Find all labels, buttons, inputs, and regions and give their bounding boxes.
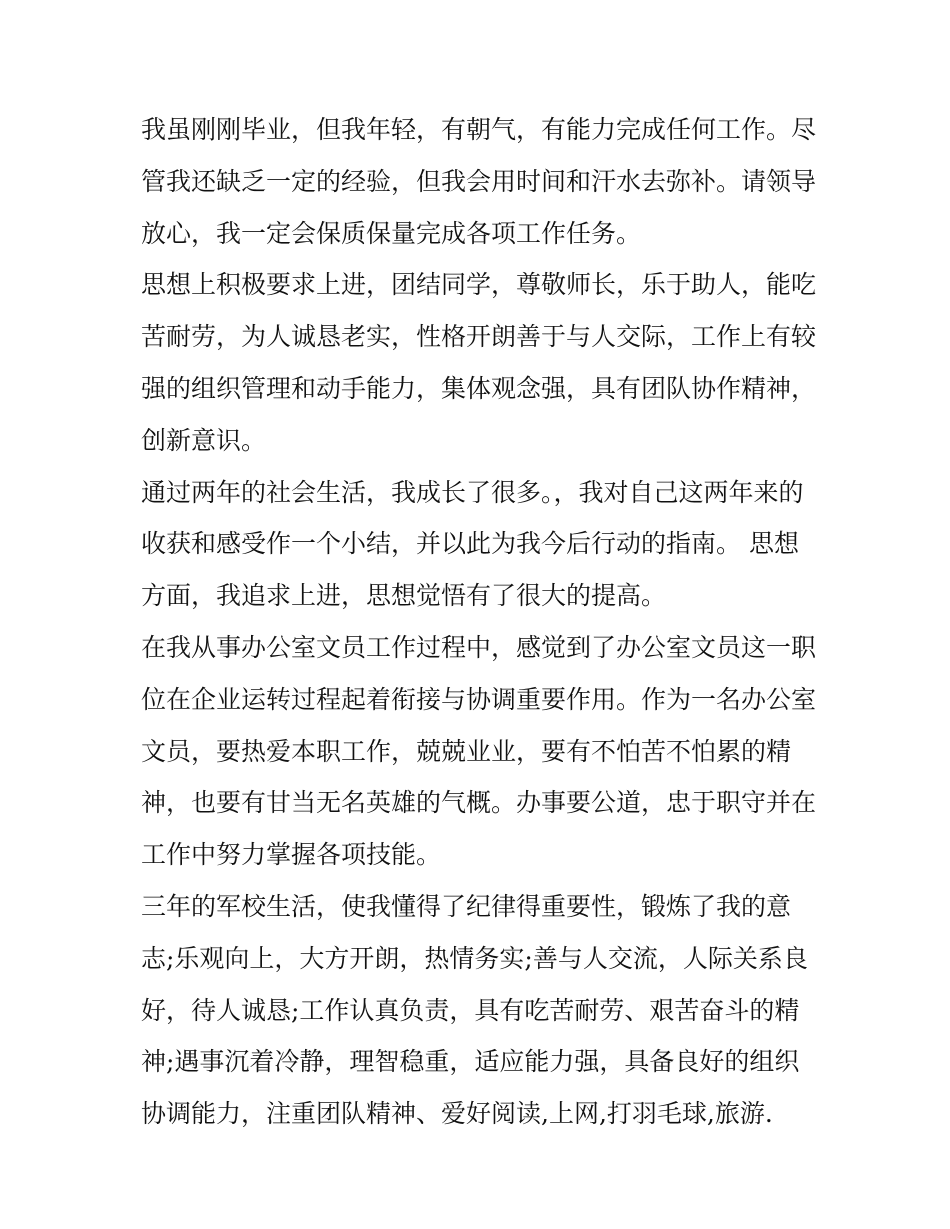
text-line: 协调能力，注重团队精神、爱好阅读,上网,打羽毛球,旅游. (141, 1099, 773, 1129)
text-line: 位在企业运转过程起着衔接与协调重要作用。作为一名办公室 (141, 684, 817, 714)
paragraph-5 (141, 881, 813, 1140)
text-line: 创新意识。 (141, 425, 267, 455)
text-line: 管我还缺乏一定的经验，但我会用时间和汗水去弥补。请领导 (141, 166, 817, 196)
text-line: 通过两年的社会生活，我成长了很多。，我对自己这两年来的 (141, 477, 804, 507)
text-line: 文员，要热爱本职工作，兢兢业业，要有不怕苦不怕累的精 (141, 736, 792, 766)
text-line: 志;乐观向上，大方开朗，热情务实;善与人交流，人际关系良 (141, 943, 808, 973)
paragraph-3 (141, 467, 813, 622)
paragraph-4 (141, 622, 817, 881)
text-line: 我虽刚刚毕业，但我年轻，有朝气，有能力完成任何工作。尽 (141, 115, 817, 144)
text-line: 好，待人诚恳;工作认真负责，具有吃苦耐劳、艰苦奋斗的精 (141, 995, 800, 1025)
text-line: 神;遇事沉着冷静，理智稳重，适应能力强，具备良好的组织 (141, 1047, 800, 1077)
text-line: 在我从事办公室文员工作过程中，感觉到了办公室文员这一职 (141, 632, 817, 662)
text-line: 方面，我追求上进，思想觉悟有了很大的提高。 (141, 581, 667, 611)
text-line: 收获和感受作一个小结，并以此为我今后行动的指南。 思想 (141, 529, 799, 559)
text-line: 放心，我一定会保质保量完成各项工作任务。 (141, 218, 642, 248)
text-line: 思想上积极要求上进，团结同学，尊敬师长，乐于助人，能吃 (141, 270, 817, 300)
paragraph-1 (141, 104, 817, 259)
document-body (141, 104, 817, 1140)
text-line: 苦耐劳，为人诚恳老实，性格开朗善于与人交际，工作上有较 (141, 322, 817, 352)
paragraph-2 (141, 259, 817, 466)
text-line: 强的组织管理和动手能力，集体观念强，具有团队协作精神， (141, 373, 817, 403)
text-line: 工作中努力掌握各项技能。 (141, 840, 442, 870)
text-line: 神，也要有甘当无名英雄的气概。办事要公道，忠于职守并在 (141, 788, 817, 818)
text-line: 三年的军校生活，使我懂得了纪律得重要性，锻炼了我的意 (141, 891, 792, 921)
